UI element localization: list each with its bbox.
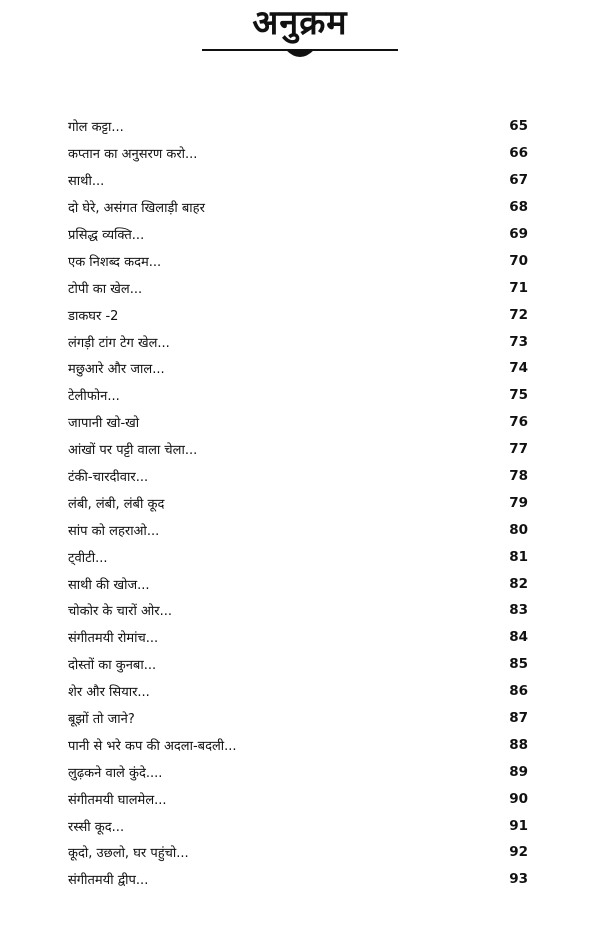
toc-entry bbox=[68, 194, 528, 221]
toc-entry bbox=[68, 705, 528, 732]
toc-entry-page: 74 bbox=[509, 360, 528, 377]
toc-entry-title: लुढ़कने वाले कुंदे.... bbox=[68, 765, 163, 781]
toc-entry-title: दोस्तों का कुनबा... bbox=[68, 658, 157, 674]
toc-entry-page: 77 bbox=[509, 441, 528, 458]
toc-entry-title: शेर और सियार... bbox=[68, 685, 150, 701]
toc-entry-title: साथी... bbox=[68, 174, 105, 190]
page-title: अनुक्रम bbox=[252, 3, 348, 43]
title-ornament-divider bbox=[200, 42, 400, 66]
toc-entry-page: 87 bbox=[509, 710, 528, 727]
toc-entry-title: लंगड़ी टांग टेग खेल... bbox=[68, 335, 170, 351]
toc-entry bbox=[68, 355, 528, 382]
toc-entry-page: 65 bbox=[509, 118, 528, 135]
toc-entry bbox=[68, 570, 528, 597]
toc-entry-page: 92 bbox=[509, 844, 528, 861]
toc-entry-title: कूदो, उछलो, घर पहुंचो... bbox=[68, 846, 189, 862]
toc-entry bbox=[68, 167, 528, 194]
toc-entry bbox=[68, 301, 528, 328]
toc-entry-page: 73 bbox=[509, 333, 528, 350]
toc-entry-title: गोल कट्टा... bbox=[68, 120, 124, 136]
toc-entry-page: 86 bbox=[509, 683, 528, 700]
toc-entry-page: 90 bbox=[509, 790, 528, 807]
toc-entry bbox=[68, 489, 528, 516]
toc-entry-title: बूझों तो जाने? bbox=[68, 712, 135, 728]
toc-entry-title: प्रसिद्ध व्यक्ति... bbox=[68, 228, 145, 243]
toc-entry bbox=[68, 543, 528, 570]
toc-entry-page: 85 bbox=[509, 656, 528, 673]
toc-entry bbox=[68, 409, 528, 436]
toc-entry bbox=[68, 247, 528, 274]
toc-entry-title: टंकी-चारदीवार... bbox=[68, 470, 149, 486]
toc-entry bbox=[68, 866, 528, 893]
toc-entry bbox=[68, 758, 528, 785]
toc-entry-page: 76 bbox=[509, 414, 528, 431]
toc-entry bbox=[68, 651, 528, 678]
toc-entry bbox=[68, 463, 528, 490]
toc-entry-page: 81 bbox=[509, 548, 528, 565]
toc-entry bbox=[68, 839, 528, 866]
toc-entry bbox=[68, 597, 528, 624]
toc-entry bbox=[68, 140, 528, 167]
toc-entry-title: आंखों पर पट्टी वाला चेला... bbox=[68, 443, 198, 459]
toc-entry bbox=[68, 436, 528, 463]
toc-entry-title: चोकोर के चारों ओर... bbox=[68, 604, 172, 620]
toc-entry bbox=[68, 113, 528, 140]
toc-entry-title: जापानी खो-खो bbox=[68, 416, 140, 432]
toc-entry bbox=[68, 328, 528, 355]
table-of-contents bbox=[68, 113, 528, 893]
toc-entry bbox=[68, 812, 528, 839]
toc-entry-title: डाकघर -2 bbox=[68, 308, 119, 324]
toc-entry bbox=[68, 785, 528, 812]
toc-entry-title: मछुआरे और जाल... bbox=[68, 362, 165, 378]
toc-entry-title: संगीतमयी द्वीप... bbox=[68, 873, 149, 889]
toc-entry-page: 84 bbox=[509, 629, 528, 646]
toc-entry bbox=[68, 221, 528, 248]
toc-entry-page: 68 bbox=[509, 199, 528, 216]
toc-entry-title: सांप को लहराओ... bbox=[68, 523, 160, 539]
toc-entry-title: कप्तान का अनुसरण करो... bbox=[68, 147, 198, 163]
toc-entry-title: साथी की खोज... bbox=[68, 577, 150, 593]
toc-entry-page: 71 bbox=[509, 279, 528, 296]
toc-entry-title: पानी से भरे कप की अदला-बदली... bbox=[68, 738, 237, 754]
toc-entry-page: 93 bbox=[509, 871, 528, 888]
toc-entry-title: संगीतमयी रोमांच... bbox=[68, 631, 159, 647]
toc-entry bbox=[68, 382, 528, 409]
toc-entry-page: 78 bbox=[509, 468, 528, 485]
toc-entry-title: संगीतमयी घालमेल... bbox=[68, 792, 167, 808]
toc-entry-page: 75 bbox=[509, 387, 528, 404]
toc-entry-page: 69 bbox=[509, 226, 528, 242]
toc-entry-title: टोपी का खेल... bbox=[68, 281, 143, 297]
toc-entry-page: 70 bbox=[509, 252, 528, 269]
toc-entry-page: 79 bbox=[509, 494, 528, 511]
toc-entry-title: रस्सी कूद... bbox=[68, 819, 125, 835]
toc-entry-title: एक निशब्द कदम... bbox=[68, 254, 162, 270]
toc-entry-page: 91 bbox=[509, 817, 528, 834]
toc-entry-page: 80 bbox=[509, 521, 528, 538]
toc-entry bbox=[68, 678, 528, 705]
toc-entry-page: 83 bbox=[509, 602, 528, 619]
toc-entry-page: 67 bbox=[509, 172, 528, 189]
toc-entry bbox=[68, 624, 528, 651]
toc-entry-title: लंबी, लंबी, लंबी कूद bbox=[68, 496, 165, 512]
toc-entry bbox=[68, 516, 528, 543]
toc-entry-page: 72 bbox=[509, 306, 528, 323]
toc-entry-page: 82 bbox=[509, 575, 528, 592]
toc-entry-page: 88 bbox=[509, 736, 528, 753]
toc-entry-title: ट्वीटी... bbox=[68, 550, 108, 566]
toc-entry bbox=[68, 274, 528, 301]
toc-entry-page: 89 bbox=[509, 763, 528, 780]
toc-entry bbox=[68, 731, 528, 758]
toc-entry-title: टेलीफोन... bbox=[68, 389, 120, 405]
toc-entry-page: 66 bbox=[509, 145, 528, 162]
toc-entry-title: दो घेरे, असंगत खिलाड़ी बाहर bbox=[68, 201, 205, 217]
